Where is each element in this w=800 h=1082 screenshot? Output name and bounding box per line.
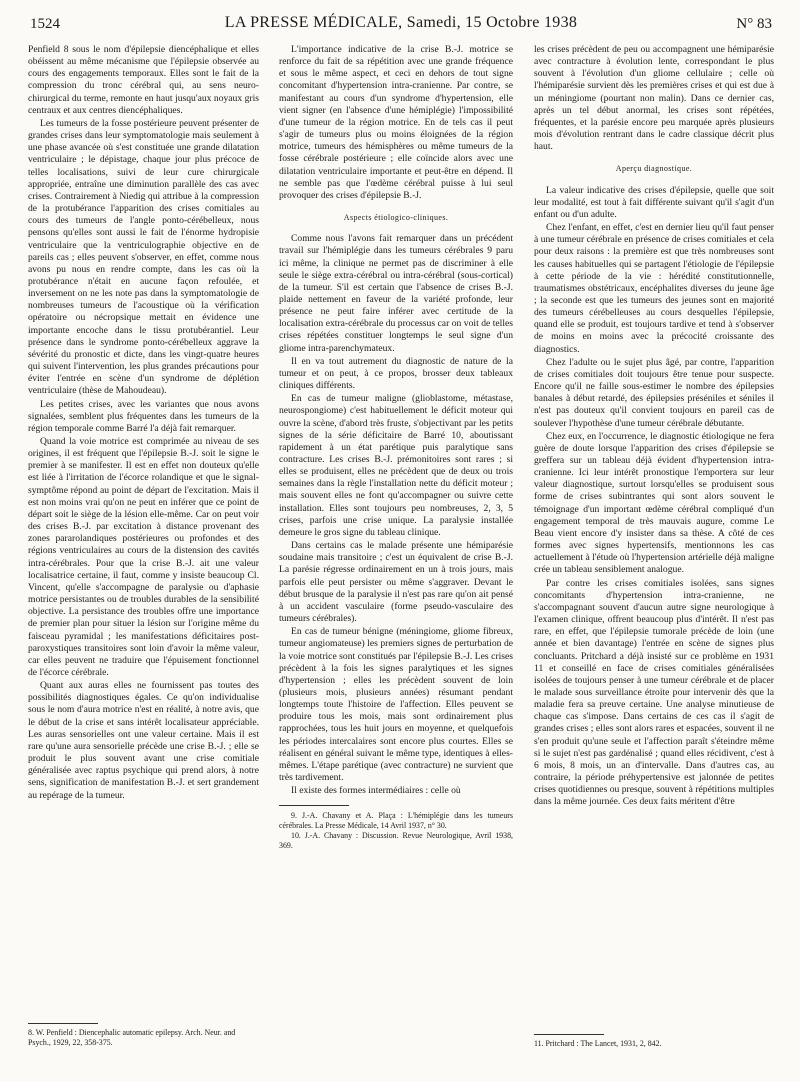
section-heading: Aperçu diagnostique. (615, 164, 693, 174)
footnote-rule (534, 1034, 604, 1035)
column-left (28, 44, 259, 802)
footnote-rule (279, 805, 349, 806)
issue-number: N° 83 (736, 16, 772, 32)
paragraph: Les tumeurs de la fosse postérieure peuvent présenter de grandes crises dans leur symptomatologie mais seulement à une phase avancée où s'est constituée une grande dilatation ventriculaire ; le dépistage, chaque jour plus précoce de telles localisations, suivi de leur cure chirurgicale appropriée, entraîne une diminution parallèle des cas avec crises. Contrairement à Niedig qui attribue à la compression de la protubérance l'apparition des crises comitiales au cours des tumeurs de l'angle ponto-cérébelleux, nous pensons qu'elles sont aussi le fait de l'énorme hydropisie ventriculaire que la ventriculographie objective en de pareils cas ; elles peuvent s'observer, en effet, comme nous avons pu nous en rendre compte, dans les cas où la protubérance n'était en aucune façon refoulée, et inversement on ne les note pas dans la symptomatologie de nombreuses tumeurs de l'acoustique où la vérification opératoire ou nécropsique mettait en évidence une importante encoche dans le tissu protubérantiel. Leur présence dans le syndrome ponto-cérébelleux aggrave la sévérité du pronostic et dicte, dans les vingt-quatre heures qui suivent l'intervention, les plus grandes précautions pour éviter l'entrée en scène d'un syndrome de déplétion ventriculaire (thèse de Mahoudeau). (28, 117, 259, 397)
paragraph: En cas de tumeur bénigne (méningiome, gliome fibreux, tumeur angiomateuse) les premiers signes de perturbation de la voie motrice sont constitués par l'épilepsie B.-J. Les crises précèdent à la fois les signes paralytiques et les signes d'hypertension ; elles les précèdent souvent de loin (plusieurs mois, plusieurs années) résumant pendant longtemps toute l'histoire de l'affection. Elles peuvent se produire tous les mois, mais sont ordinairement plus rapprochées, tous les huit jours en moyenne, et quelquefois les périodes intercalaires sont encore plus courtes. Elles se réalisent en général suivant le même type, identiques à elles-mêmes. L'étape parétique (avec contracture) ne survient que très tardivement. (279, 626, 513, 784)
paragraph: Penfield 8 sous le nom d'épilepsie diencéphalique et elles obéissent au même mécanisme que l'épilepsie observée au cours des engagements temporaux. Elles sont le fait de la compression du tronc cérébral qui, au sens neuro-chirurgical du terme, remonte en haut jusqu'aux noyaux gris centraux et aux centres diencéphaliques. (28, 44, 259, 116)
paragraph: Chez eux, en l'occurrence, le diagnostic étiologique ne fera guère de doute lorsque l'apparition des crises d'épilepsie se greffera sur un tableau déjà évident d'hypertension intra-cranienne. Ici leur intérêt pronostique l'emportera sur leur valeur diagnostique, surtout lorsqu'elles se produisent sous forme de crises subintrantes qui sont alors souvent le témoignage d'un important œdème cérébral compliqué d'un engagement temporal de très mauvais augure, comme Le Beau vient encore d'y insister dans sa thèse. A côté de ces formes avec signes hypertensifs, mentionnons les cas actuellement à l'étude où l'hypertension artérielle déjà maligne crée un tableau sensiblement analogue. (534, 430, 774, 576)
footnote: 8. W. Penfield : Diencephalic automatic epilepsy. Arch. Neur. and Psych., 1929, 22, 358-375. (28, 1028, 236, 1047)
section-heading: Aspects étiologico-cliniques. (343, 213, 449, 223)
paragraph: Il en va tout autrement du diagnostic de nature de la tumeur et on peut, à ce propos, brosser deux tableaux cliniques différents. (279, 355, 513, 392)
paragraph: La valeur indicative des crises d'épilepsie, quelle que soit leur modalité, est tout à fait différente suivant qu'il s'agit d'un enfant ou d'un adulte. (534, 184, 774, 220)
footnote: 10. J.-A. Chavany : Discussion. Revue Neurologique, Avril 1938, 369. (279, 831, 513, 851)
footnote-right (534, 1034, 774, 1049)
paragraph: Il existe des formes intermédiaires : celle où (291, 785, 461, 797)
paragraph: Quant aux auras elles ne fournissent pas toutes des possibilités diagnostiques égales. Ce qu'on individualise sous le nom d'aura motrice n'est en réalité, à notre avis, que le début de la crise et sans intérêt localisateur appréciable. Les auras sensorielles ont une valeur certaine. Mais il est rare qu'une aura sensorielle précède une crise B.-J. ; elle se produit le plus souvent avant une crise comitiale généralisée avec raptus psychique qui prend alors, à notre sens, signification de manifestation B.-J. et sert grandement au repérage de la tumeur. (28, 680, 259, 801)
paragraph: Chez l'adulte ou le sujet plus âgé, par contre, l'apparition de crises comitiales doit toujours être tenue pour suspecte. Encore qu'il ne faille sous-estimer le nombre des épilepsies banales à début retardé, des épilepsies préséniles et séniles il n'est pas douteux qu'il convient toujours en pareil cas de soulever l'hypothèse d'une tumeur cérébrale débutante. (534, 356, 774, 429)
running-header (30, 14, 772, 36)
footnote-rule (28, 1023, 98, 1024)
footnote: 9. J.-A. Chavany et A. Plaça : L'hémiplégie dans les tumeurs cérébrales. La Presse Médicale, 14 Avril 1937, n° 30. (279, 811, 513, 831)
paragraph: les crises précèdent de peu ou accompagnent une hémiparésie avec contracture à évolution lente, correspondant le plus souvent à l'évolution d'un gliome cellulaire ; celle où l'hémiparésie survient dès les premières crises et qui est due à un méningiome (pourtant non malin). Dans ce dernier cas, après un tel début anormal, les crises sont répétées, fréquentes, et la parésie encore peu marquée après plusieurs mois d'évolution rentrant dans le cadre classique décrit plus haut. (534, 44, 774, 153)
footnote-left (28, 1023, 259, 1048)
column-right (534, 44, 774, 809)
paragraph: Dans certains cas le malade présente une hémiparésie soudaine mais transitoire ; c'est un équivalent de crise B.-J. La parésie régresse ordinairement en un à trois jours, mais parfois elle peut persister ou même s'aggraver. Devant le début brusque de la paralysie il n'est pas rare qu'on ait pensé à un accident vasculaire (forme pseudo-vasculaire des tumeurs cérébrales). (279, 540, 513, 625)
paragraph: Chez l'enfant, en effet, c'est en dernier lieu qu'il faut penser à une tumeur cérébrale en présence de crises comitiales et cela pour deux raisons : la première est que très nombreuses sont les causes habituelles qui se partagent l'étiologie de l'épilepsie à cette période de la vie : hérédité constitutionnelle, traumatismes obstétricaux, encéphalites diverses du jeune âge ; la seconde est que les tumeurs des jeunes sont en majorité des tumeurs cérébelleuses au cours desquelles l'épilepsie, quand elle se produit, est toujours tardive et tend à s'observer de moins en moins avec la précocité croissante des diagnostics. (534, 222, 774, 355)
paragraph: En cas de tumeur maligne (glioblastome, métastase, neurospongiome) c'est habituellement le déficit moteur qui ouvre la scène, d'abord très fruste, s'objectivant par les petits signes de la série déficitaire de Barré 10, aboutissant rapidement à un état parétique puis paralytique sans contracture. Les crises B.-J. prémonitoires sont rares ; si elles se produisent, elles ne précèdent que de deux ou trois semaines dans la règle l'installation nette du déficit moteur ; mais souvent elles ne font qu'accompagner ou suivre cette installation. Elles sont toujours peu nombreuses, 2, 3, 5 crises, parfois une crise unique. La paralysie installée demeure le gros signe du tableau clinique. (279, 393, 513, 538)
paragraph: Par contre les crises comitiales isolées, sans signes concomitants d'hypertension intra-cranienne, ne s'accompagnant souvent d'aucun autre signe neurologique à l'examen clinique, offrent beaucoup plus d'intérêt. Il n'est pas rare, en effet, que l'épilepsie tumorale précède de loin (une année et bien davantage) l'entrée en scène de signes plus concluants. Pritchard a déjà insisté sur ce problème en 1931 11 et conseillé en face de crises comitiales généralisées isolées de toujours penser à une tumeur cérébrale et de placer le malade sous surveillance étroite pour intervenir dès que la maladie fera sa preuve certaine. Une analyse minutieuse de chaque cas s'impose. Dans certains de ces cas il s'agit de grandes crises ; elles sont alors rares et espacées, souvent il ne s'en produit qu'une seule et l'affection paraît s'éteindre même si le sujet n'est pas gardénalisé ; quand elles récidivent, c'est à 6 mois, 8 mois, un an d'intervalle. Dans d'autres cas, au contraire, la période préhypertensive est jalonnée de petites crises quotidiennes ou presque, souvent à répétitions multiples dans la même journée. Ces deux faits méritent d'être (534, 577, 774, 808)
paragraph: L'importance indicative de la crise B.-J. motrice se renforce du fait de sa répétition avec une grande fréquence et sous le même aspect, et ceci en dehors de tout signe concomitant d'hypertension intra-cranienne. Par contre, se manifestant au cours d'un syndrome d'hypertension, elle vient signer (en l'absence d'une hémiplégie) l'impossibilité d'une tumeur de la région motrice. En de tels cas il peut s'agir de tumeurs plus ou moins éloignées de la région motrice, tumeurs des hémisphères ou même tumeurs de la fosse cérébrale postérieure ; elle coïncide alors avec une dilatation ventriculaire importante et peut-être en dépend. Il ne semble pas que l'œdème cérébral puisse à lui seul provoquer des crises d'épilepsie B.-J. (279, 44, 513, 201)
paragraph: Les petites crises, avec les variantes que nous avons signalées, semblent plus fréquentes dans les tumeurs de la région temporale comme Barré l'a déjà fait remarquer. (28, 398, 259, 434)
footnote: 11. Pritchard : The Lancet, 1931, 2, 842. (534, 1039, 662, 1048)
column-middle (279, 44, 513, 851)
page-number: 1524 (30, 16, 60, 32)
paragraph: Quand la voie motrice est comprimée au niveau de ses origines, il est fréquent que l'épilepsie B.-J. soit le signe le premier à se manifester. Il est en effet non douteux qu'elle est liée à l'irritation de l'écorce rolandique et que le signal-symptôme répond au point de départ de l'excitation. Mais il est non moins vrai qu'on ne peut en inférer que ce point de départ soit le siège de la lésion elle-même. Car on peut voir des crises B.-J. par excitation à distance provenant des zones pararolandiques postérieures ou profondes et des régions ventriculaires au cours de la distension des cavités intra-cérébrales. Pour que la crise B.-J. ait une valeur localisatrice certaine, il faut, comme y insiste beaucoup Cl. Vincent, qu'elle s'accompagne de paralysie ou d'aphasie motrice persistantes ou de troubles durables de la sensibilité objective. La persistance des troubles offre une importance de premier plan pour situer la lésion sur l'origine même du faisceau pyramidal ; les manifestations déficitaires post-paroxystiques transitoires sont loin d'avoir la même valeur, car elles peuvent ne traduire que l'épuisement fonctionnel de l'écorce cérébrale. (28, 436, 259, 678)
paragraph: Comme nous l'avons fait remarquer dans un précédent travail sur l'hémiplégie dans les tumeurs cérébrales 9 paru ici même, la clinique ne permet pas de discriminer à elle seule le siège extra-cérébral ou intra-cérébral (sous-cortical) de la tumeur. S'il est certain que l'absence de crises B.-J. plaide nettement en faveur de la variété profonde, leur présence ne peut faire inférer avec certitude de la localisation extra-cérébrale du processus car on voit de telles crises répétées constituer longtemps le seul signe d'un gliome intra-parenchymateux. (279, 233, 513, 354)
journal-title: LA PRESSE MÉDICALE, Samedi, 15 Octobre 1938 (224, 14, 578, 31)
